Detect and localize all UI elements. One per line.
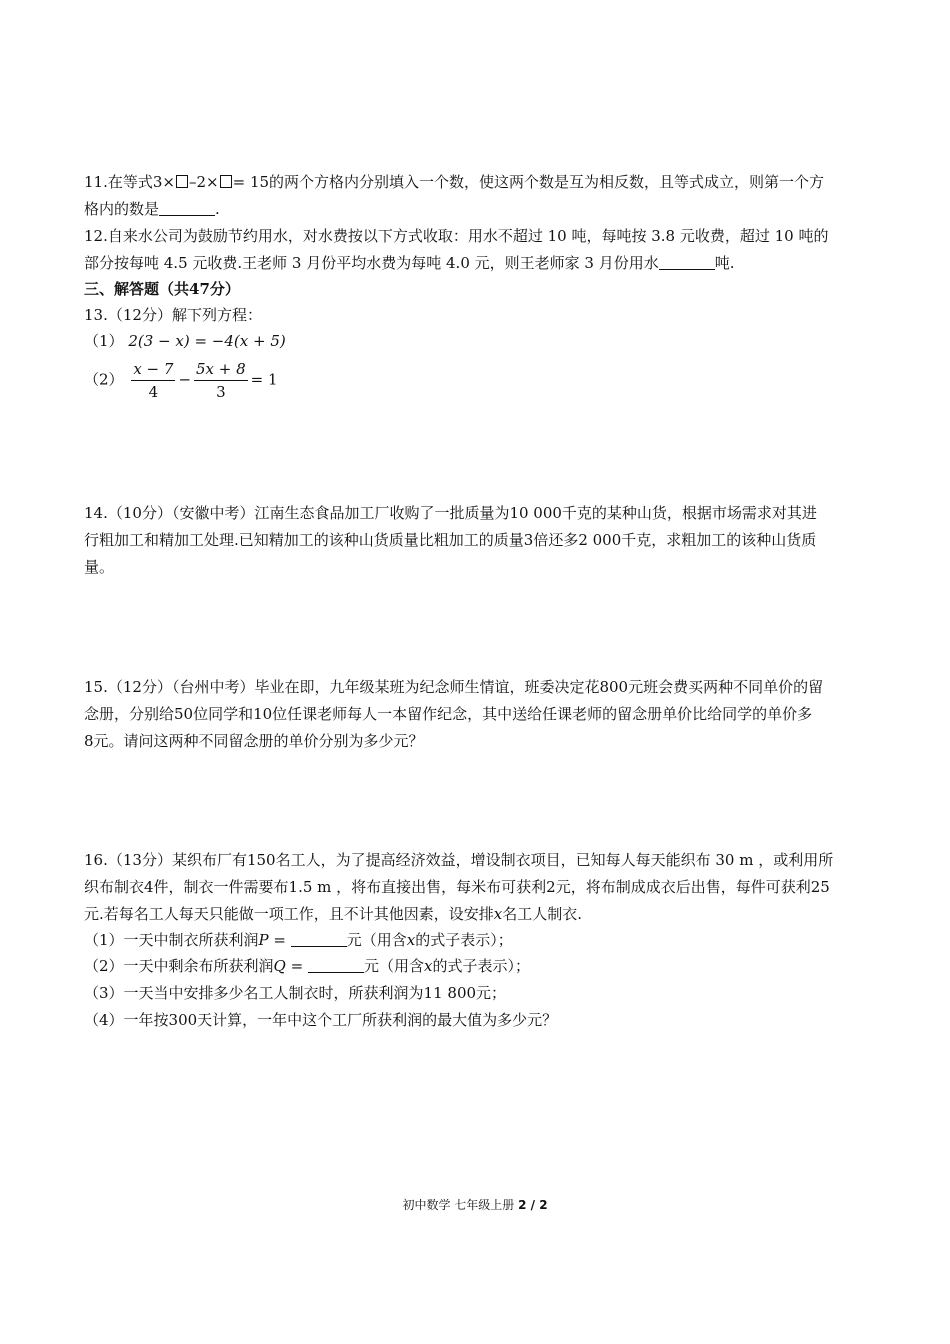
q11-minus-2: –2 [188, 173, 207, 191]
q11-times-2: × [206, 173, 219, 191]
q16-line2: 织布制衣4件，制衣一件需要布1.5 m ，将布直接出售，每米布可获利2元，将布制成成衣后出售，每件可获利25 [84, 878, 830, 896]
q16-line1: 16.（13分）某织布厂有150名工人，为了提高经济效益，增设制衣项目，已知每人每天能织布 30 m ，或利用所 [84, 851, 834, 869]
q11-answer-blank [159, 201, 215, 216]
page-number: 2 / 2 [518, 1198, 548, 1212]
fraction-2-numerator: 5x + 8 [194, 360, 248, 381]
q16-subq4: （4）一年按300天计算，一年中这个工厂所获利润的最大值为多少元？ [84, 1011, 558, 1029]
q15-line3: 8元。请问这两种不同留念册的单价分别为多少元？ [84, 732, 424, 750]
answer-box-2 [220, 175, 232, 188]
q11-eq-15: = 15 [232, 173, 270, 191]
q14-line1: 14.（10分）（安徽中考）江南生态食品加工厂收购了一批质量为10 000千克的某种山货，根据市场需求对其进 [84, 504, 817, 522]
q16-subq2-blank [308, 958, 364, 973]
q13-part2 [84, 360, 866, 401]
q15-line2: 念册，分别给50位同学和10位任课老师每人一本留作纪念，其中送给任课老师的留念册单价比给同学的单价多 [84, 705, 813, 723]
fraction-1-numerator: x − 7 [131, 360, 175, 381]
q16-subq2-eq: = [285, 957, 308, 975]
q12-line2 [84, 253, 866, 273]
fraction-2 [194, 360, 248, 401]
q16-subq2-text-a: （2）一天中剩余布所获利润 [84, 957, 274, 975]
q16-subq2-text-c: 的式子表示）； [432, 957, 530, 975]
q13-part2-minus: − [178, 370, 192, 389]
q16-subq2-x: x [423, 957, 433, 975]
q13-part1-equation: 2(3 − x) = −4(x + 5) [128, 332, 286, 350]
q16-line3 [84, 904, 866, 924]
q12-line1: 12.自来水公司为鼓励节约用水，对水费按以下方式收取：用水不超过 10 吨，每吨按 3.8 元收费，超过 10 吨的 [84, 227, 829, 245]
section-heading: 三、解答题（共47分） [84, 280, 240, 298]
q11-line2-end: . [215, 200, 220, 218]
q15-line1: 15.（12分）（台州中考）毕业在即，九年级某班为纪念师生情谊，班委决定花800元班会费买两种不同单价的留 [84, 678, 824, 696]
q11-line2-text: 格内的数是 [84, 200, 160, 218]
q16-subq1-blank [291, 932, 347, 947]
q16-var-p: P [258, 931, 269, 949]
q14-line2: 行粗加工和精加工处理.已知精加工的该种山货质量比粗加工的质量3倍还多2 000千克，求粗加工的该种山货质 [84, 531, 817, 549]
q16-subq2 [84, 956, 866, 976]
q12-line2-text: 部分按每吨 4.5 元收费.王老师 3 月份平均水费为每吨 4.0 元，则王老师家 3 月份用水 [84, 254, 659, 272]
q16-subq1-eq: = [268, 931, 291, 949]
q16-subq1-text-b: 元（用含 [346, 931, 407, 949]
fraction-1 [131, 360, 175, 401]
q13-part1-label: （1） [84, 332, 124, 350]
q16-subq1-x: x [406, 931, 416, 949]
fraction-2-denominator: 3 [216, 383, 226, 401]
q13-part2-rhs: = 1 [250, 370, 278, 389]
q16-subq2-text-b: 元（用含 [363, 957, 424, 975]
q11-text-b: 的两个方格内分别填入一个数，使这两个数是互为相反数，且等式成立，则第一个方 [269, 173, 825, 191]
q16-subq3: （3）一天当中安排多少名工人制衣时，所获利润为11 800元； [84, 984, 507, 1002]
footer-text: 初中数学 七年级上册 [402, 1198, 515, 1212]
q11-times-1: × [162, 173, 175, 191]
q16-subq1-text-c: 的式子表示）； [415, 931, 513, 949]
q16-line3-text-a: 元.若每名工人每天只能做一项工作，且不计其他因素，设安排 [84, 905, 494, 923]
page-footer [0, 1196, 950, 1213]
q16-subq1-text-a: （1）一天中制衣所获利润 [84, 931, 259, 949]
q12-answer-blank [659, 255, 715, 270]
q11-line1 [84, 172, 866, 192]
answer-box-1 [176, 175, 188, 188]
q16-var-q: Q [273, 957, 286, 975]
q13-part2-label: （2） [84, 370, 124, 389]
q16-subq1 [84, 930, 866, 950]
q13-part1 [84, 331, 866, 351]
q11-expr-3: 3 [152, 173, 163, 191]
q16-line3-text-b: 名工人制衣. [502, 905, 583, 923]
fraction-1-denominator: 4 [148, 383, 159, 401]
q11-line2 [84, 199, 866, 219]
q12-line2-end: 吨. [714, 254, 735, 272]
q11-text-a: 11.在等式 [84, 173, 153, 191]
q14-line3: 量。 [84, 558, 115, 576]
q13-title: 13.（12分）解下列方程： [84, 306, 262, 324]
q16-var-x: x [493, 905, 503, 923]
